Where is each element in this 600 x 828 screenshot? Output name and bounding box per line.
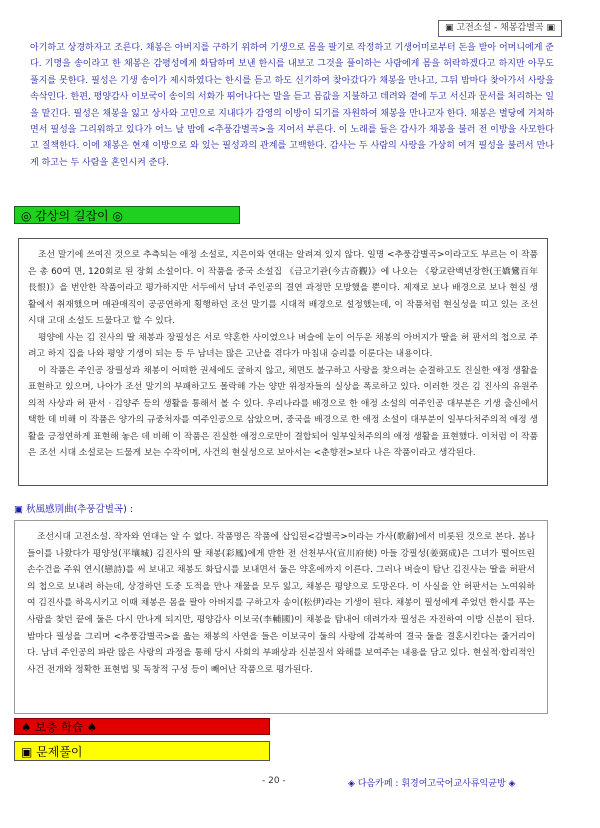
header-label: ▣ 고전소설 - 채봉감별곡 ▣ xyxy=(438,20,562,37)
section-title: ▣ 秋風感別曲(추풍감별곡) : xyxy=(14,504,134,515)
appreciation-guide-heading: ◎ 감상의 길잡이 ◎ xyxy=(14,206,240,224)
page-number: - 20 - xyxy=(262,776,286,786)
footer-cafe-link[interactable]: ◈ 다음카페 : 휘경여고국어교사류익균방 ◈ xyxy=(348,779,516,789)
guide-paragraph-1: 조선 말기에 쓰여진 것으로 추측되는 애정 소설로, 지은이와 연대는 알려져 있지 않다. 일명 <추풍감별곡>이라고도 부르는 이 작품은 총 60여 면, 120회로 된 장회 소설이다. 이 작품을 중국 소설집 《금고기관(今古奇觀)》에 나오는 《왕교란백년장한(王嬌鸞百年長恨)》을 번안한 작품이라고 평가하지만 서두에서 남녀 주인공의 결연 과정만 모방했을 뿐이다. 제재로 보나 배경으로 보나 현실 생활에서 취재했으며 매관매직이 공공연하게 횡행하던 조선 말기를 시대적 배경으로 설정했는데, 이 작품처럼 현실성을 띠고 있는 조선 시대 고대 소설도 드물다고 할 수 있다. xyxy=(28,250,538,326)
summary-paragraph: 조선시대 고전소설. 작자와 연대는 알 수 없다. 작품명은 작품에 삽입된<감별곡>이라는 가사(歌辭)에서 비롯된 것으로 본다. 봄나들이를 나왔다가 평양성(平壤城) 김진사의 딸 채봉(彩鳳)에게 반한 전 선천부사(宣川府使) 아들 강필성(姜弼成)은 그녀가 떨어뜨린 손수건을 주워 연시(戀詩)를 써 보내고 채봉도 화답시를 보내면서 둘은 약혼에까지 이른다. 그러나 벼슬이 탐난 김진사는 딸을 허판서의 첩으로 보내려 하는데, 상경하던 도중 도적을 만나 재물을 모두 잃고, 채봉은 평양으로 도망온다. 이 사실을 안 허판서는 노여워하여 김진사를 하옥시키고 이때 채봉은 몸을 팔아 아버지를 구하고자 송이(松伊)라는 기생이 된다. 채봉이 필성에게 주었던 한시를 푸는 사람을 찾던 끝에 둘은 다시 만나게 되지만, 평양감사 이보국(李輔國)이 채봉을 탐내어 데려가자 필성은 자진하여 이방 신분이 된다. 밤마다 필성을 그리며 <추풍감별곡>을 읊는 채봉의 사연을 들은 이보국이 둘의 사랑에 감복하여 결국 둘을 결혼시킨다는 줄거리이다. 남녀 주인공의 파란 많은 사랑의 과정을 통해 당시 사회의 부패상과 신분질서 와해를 보여주는 내용을 담고 있다. 현실적·합리적인 사건 전개와 정확한 표현법 및 독창적 구성 등이 빼어난 작품으로 평가된다. xyxy=(27,532,535,675)
guide-paragraph-3: 이 작품은 주인공 장필성과 채봉이 어떠한 권세에도 굴하지 않고, 체면도 불구하고 사랑을 찾으려는 순결하고도 진실한 애정 생활을 표현하고 있으며, 나아가 조선 말기의 부패하고도 몰락해 가는 양반 위정자들의 실상을 폭로하고 있다. 이러한 것은 김 진사의 유원주의적 사상과 허 판서 · 김양주 등의 생활을 통해서 볼 수 있다. 우리나라를 배경으로 한 애정 소설의 여주인공 대부분은 기생 출신에서 택한 데 비해 이 작품은 양가의 규중처자를 여주인공으로 삼았으며, 중국을 배경으로 한 애정 소설이 대부분이 일부다처주의적 애정 생활을 긍정연하게 표현해 놓은 데 비해 이 작품은 진실한 애정으로만이 결합되어 일부일처주의의 애정 생활을 표현했다. 이처럼 이 작품은 조선 시대 소설로는 드물게 보는 수작이며, 사건의 현실성으로 보아서는 <춘향전>보다 나은 작품이라고 생각된다. xyxy=(28,365,538,458)
summary-box xyxy=(14,520,548,714)
supplementary-study-heading: ♠ 보충 학습 ♠ xyxy=(14,718,270,735)
appreciation-guide-box xyxy=(18,238,548,486)
problem-solving-heading: ▣ 문제풀이 xyxy=(14,741,270,761)
intro-paragraph: 아기하고 상경하자고 조른다. 채봉은 아버지를 구하기 위하여 기생으로 몸을 팔기로 작정하고 기생어미로부터 돈을 받아 어머니에게 준다. 기명을 송이라고 한 채봉은 감평성에게 화답하며 보낸 한시를 내보고 그것을 풀이하는 사람에게 몸을 허락하겠다고 하지만 아무도 풀지를 못한다. 필성은 기생 송이가 제시하였다는 한시를 듣고 하도 신기하여 찾아갔다가 채봉을 만나고, 그뒤 밤마다 찾아가서 사랑을 속삭인다. 한편, 평양감사 이보국이 송이의 서화가 뛰어나다는 말을 듣고 몸값을 지불하고 데려와 곁에 두고 서신과 문서를 처리하는 일을 맡긴다. 필성은 채봉을 잃고 상사와 고민으로 지내다가 감영의 이방이 되기를 자원하여 채봉을 만나고자 한다. 채봉은 별당에 거처하면서 필성을 그리워하고 있다가 어느 날 밤에 <추풍감별곡>을 지어서 부른다. 이 노래를 들은 감사가 채봉을 불러 전 이방을 사모한다고 질책한다. 이에 채봉은 현재 이방으로 와 있는 필성과의 관계를 고백한다. 감사는 두 사람의 사랑을 가상히 여겨 필성을 불러서 만나게 하고는 두 사람을 혼인시켜 준다. xyxy=(30,43,554,168)
guide-paragraph-2: 평양에 사는 김 진사의 딸 채봉과 장필성은 서로 약혼한 사이였으나 벼슬에 눈이 어두운 채봉의 아버지가 딸을 허 판서의 첩으로 주려고 하지 집을 나와 평양 기생이 되는 등 두 남녀는 많은 고난을 겪다가 마침내 승리를 이룬다는 내용이다. xyxy=(28,332,538,359)
